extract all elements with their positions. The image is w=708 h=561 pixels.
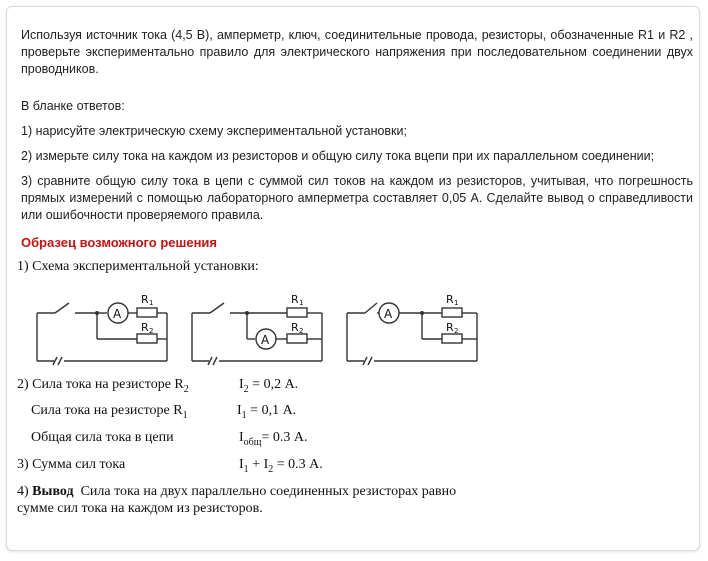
ammeter-label-1: A bbox=[113, 307, 122, 321]
total-current-label: Общая сила тока в цепи bbox=[31, 430, 174, 445]
total-current-value: $I_{общ}= 0.3$ А. bbox=[239, 430, 308, 448]
conclusion-line-2: сумме сил тока на каждом из резисторов. bbox=[17, 501, 263, 516]
r1-label-2: R bbox=[291, 293, 299, 306]
r2-sub-1: 2 bbox=[149, 327, 154, 335]
ammeter-label-3: A bbox=[384, 307, 393, 321]
r2-label-1: R bbox=[141, 321, 149, 334]
sum-label: 3) Сумма сил тока bbox=[17, 457, 126, 472]
answer-form-label: В бланке ответов: bbox=[21, 99, 125, 113]
ammeter-label-2: A bbox=[261, 333, 270, 347]
r2-sub-2: 2 bbox=[299, 327, 304, 335]
circuit-diagrams bbox=[27, 283, 497, 368]
r1-label-1: R bbox=[141, 293, 149, 306]
r2-current-value: $I_2 = 0,2$ А. bbox=[239, 377, 299, 395]
task-step-1: 1) нарисуйте электрическую схему экспериментальной установки; bbox=[21, 124, 407, 138]
r2-label-3: R bbox=[446, 321, 454, 334]
r1-label-3: R bbox=[446, 293, 454, 306]
r1-sub-1: 1 bbox=[149, 299, 154, 307]
task-intro: Используя источник тока (4,5 В), амперметр, ключ, соединительные провода, резисторы, обозначенные R1 и R2 , проверьте экспериментально правило для электрического напряжения при последовательном соединении двух проводников. bbox=[21, 28, 693, 76]
r1-sub-3: 1 bbox=[454, 299, 459, 307]
task-step-2: 2) измерьте силу тока на каждом из резисторов и общую силу тока вцепи при их параллельном соединении; bbox=[21, 149, 655, 163]
r2-current-label: 2) Сила тока на резисторе $R_2$ bbox=[17, 377, 189, 395]
solution-heading: Образец возможного решения bbox=[21, 235, 218, 250]
conclusion-line-1: 4) Вывод Сила тока на двух параллельно соединенных резисторах равно bbox=[17, 484, 457, 499]
schema-title: 1) Схема экспериментальной установки: bbox=[17, 259, 259, 274]
r1-sub-2: 1 bbox=[299, 299, 304, 307]
r2-sub-3: 2 bbox=[454, 327, 459, 335]
sum-value: $I_1 + I_2 = 0.3$ А. bbox=[239, 457, 323, 475]
r1-current-label: Сила тока на резисторе $R_1$ bbox=[31, 403, 188, 421]
r1-current-value: $I_1 = 0,1$ А. bbox=[237, 403, 297, 421]
r2-label-2: R bbox=[291, 321, 299, 334]
task-step-3: 3) сравните общую силу тока в цепи с суммой сил токов на каждом из резисторов, учитывая, что погрешность прямых измерений с помощью лабораторного амперметра составляет 0,05 А. Сделайте вывод о справедливости или ошибочности проверяемого правила. bbox=[21, 174, 693, 222]
task-card bbox=[6, 6, 700, 551]
